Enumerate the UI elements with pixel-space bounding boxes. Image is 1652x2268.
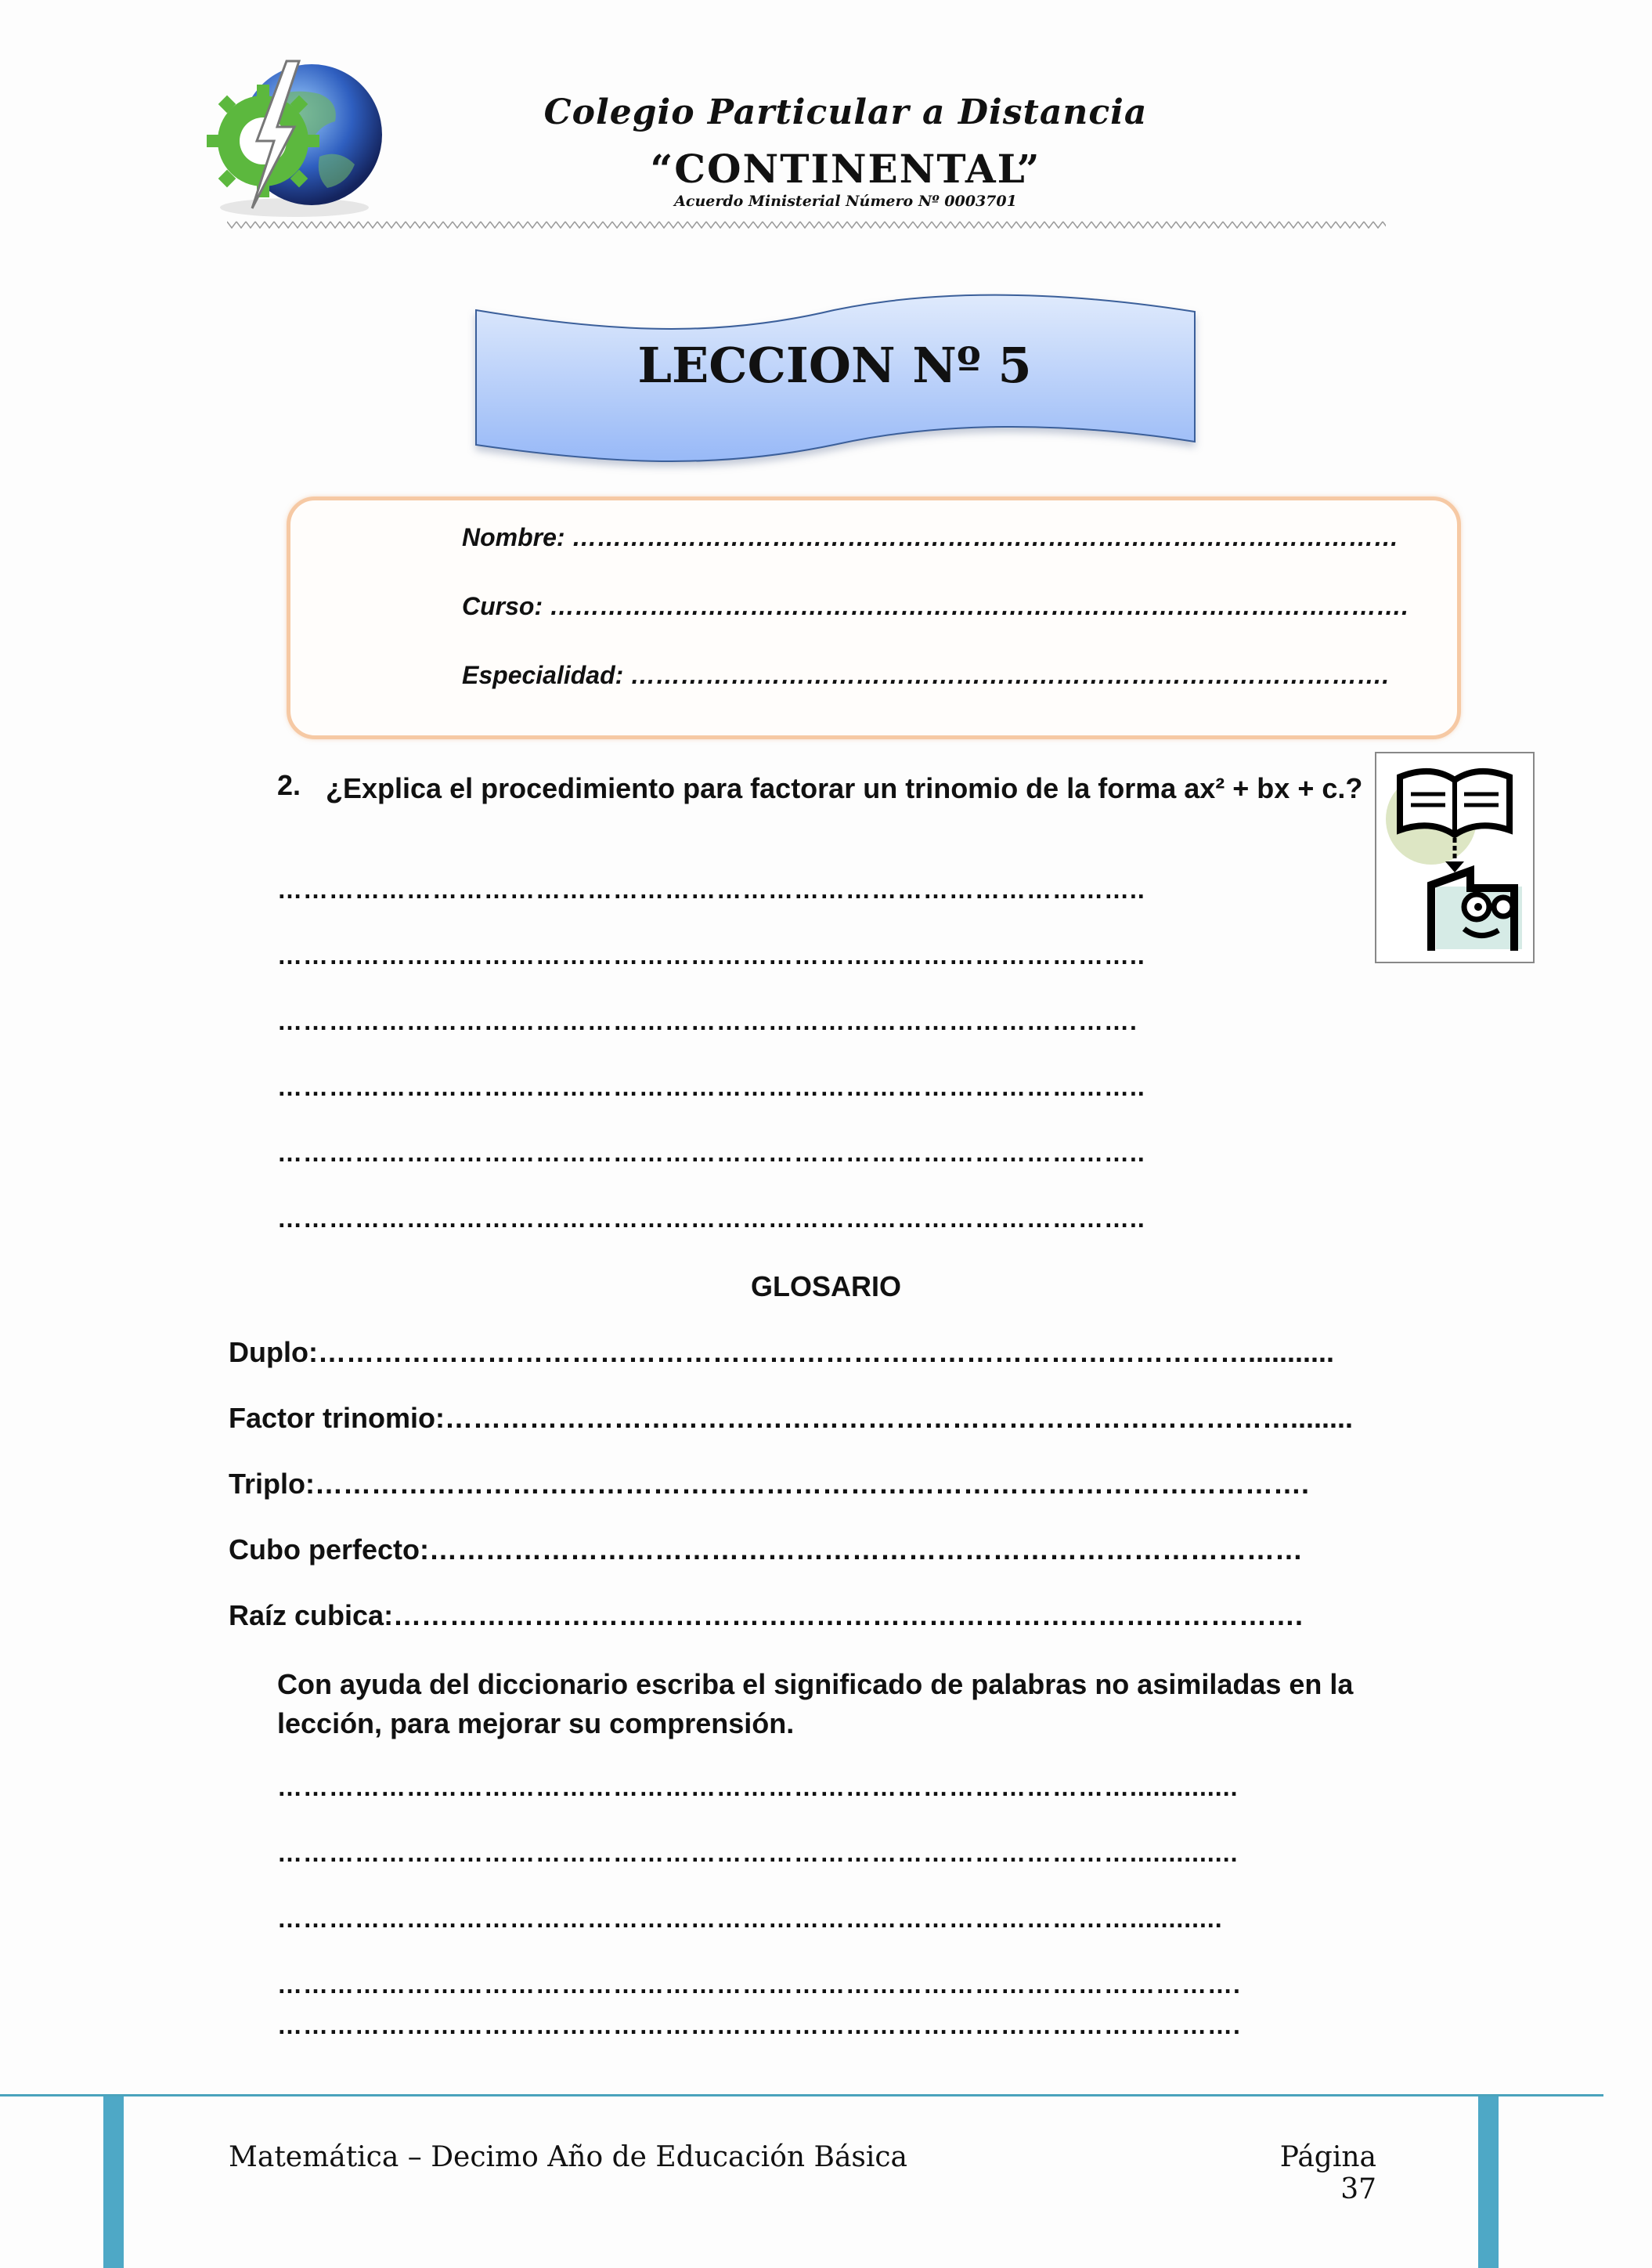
answer-line[interactable]: ……………………………………………………………………………………….............. xyxy=(277,1839,1239,1867)
header-divider xyxy=(227,219,1386,230)
answer-line[interactable]: ……………………………………………………………………………………….. xyxy=(277,1073,1145,1101)
instruction-text: Con ayuda del diccionario escriba el significado de palabras no asimiladas en la lección, para mejorar su comprensión. xyxy=(277,1668,1354,1739)
ministerial-agreement: Acuerdo Ministerial Número Nº 0003701 xyxy=(674,193,1017,210)
reading-student-icon xyxy=(1375,752,1535,963)
answer-line[interactable]: …………………………………………………………………………………………………. xyxy=(277,2011,1241,2039)
answer-line[interactable]: ……………………………………………………………………………………….............. xyxy=(277,1773,1239,1801)
lesson-title: LECCION Nº 5 xyxy=(637,337,1032,394)
footer-accent-bar-right xyxy=(1478,2096,1499,2268)
page-number: Página 37 xyxy=(1279,2141,1376,2205)
question-text: ¿Explica el procedimiento para factorar un trinomio de la forma ax² + bx + c.? xyxy=(326,772,1363,804)
glossary-title: GLOSARIO xyxy=(750,1270,901,1302)
answer-line[interactable]: ………………………………………………………………………………………. xyxy=(277,1007,1138,1035)
school-short-name: “CONTINENTAL” xyxy=(650,146,1041,192)
answer-line[interactable]: ……………………………………………………………………………………….. xyxy=(277,1204,1145,1233)
glossary-item-triplo[interactable]: Triplo:……………………………………………………………………………………………. xyxy=(229,1468,1309,1500)
glossary-item-duplo[interactable]: Duplo:………………………………………………………………………………………........... xyxy=(229,1336,1334,1368)
glossary-item-factor-trinomio[interactable]: Factor trinomio:………………………………………………………………………………........ xyxy=(229,1402,1354,1434)
course-field[interactable]: Curso: …………………………………………………………………………………………. xyxy=(462,592,1409,620)
glossary-item-cubo-perfecto[interactable]: Cubo perfecto:………………………………………………………………………………… xyxy=(229,1533,1303,1566)
answer-line[interactable]: …………………………………………………………………………………………………. xyxy=(277,1970,1241,1999)
footer-subject: Matemática – Decimo Año de Educación Básica xyxy=(229,2141,908,2173)
specialty-field[interactable]: Especialidad: ………………………………………………………………………………. xyxy=(462,661,1390,689)
answer-line[interactable]: ……………………………………………………………………………………….. xyxy=(277,876,1145,904)
name-field[interactable]: Nombre: ……………………………………………………………………………………… xyxy=(462,523,1399,551)
answer-line[interactable]: ………………………………………………………………………………………............ xyxy=(277,1905,1223,1933)
glossary-item-raiz-cubica[interactable]: Raíz cubica:……………………………………………………………………………………. xyxy=(229,1599,1304,1631)
school-name: Colegio Particular a Distancia xyxy=(543,92,1148,132)
answer-line[interactable]: ……………………………………………………………………………………….. xyxy=(277,1139,1145,1167)
school-logo xyxy=(202,55,387,219)
footer-divider xyxy=(0,2094,1603,2096)
question-number: 2. xyxy=(277,769,301,801)
footer-accent-bar-left xyxy=(103,2096,124,2268)
answer-line[interactable]: ……………………………………………………………………………………….. xyxy=(277,941,1145,970)
